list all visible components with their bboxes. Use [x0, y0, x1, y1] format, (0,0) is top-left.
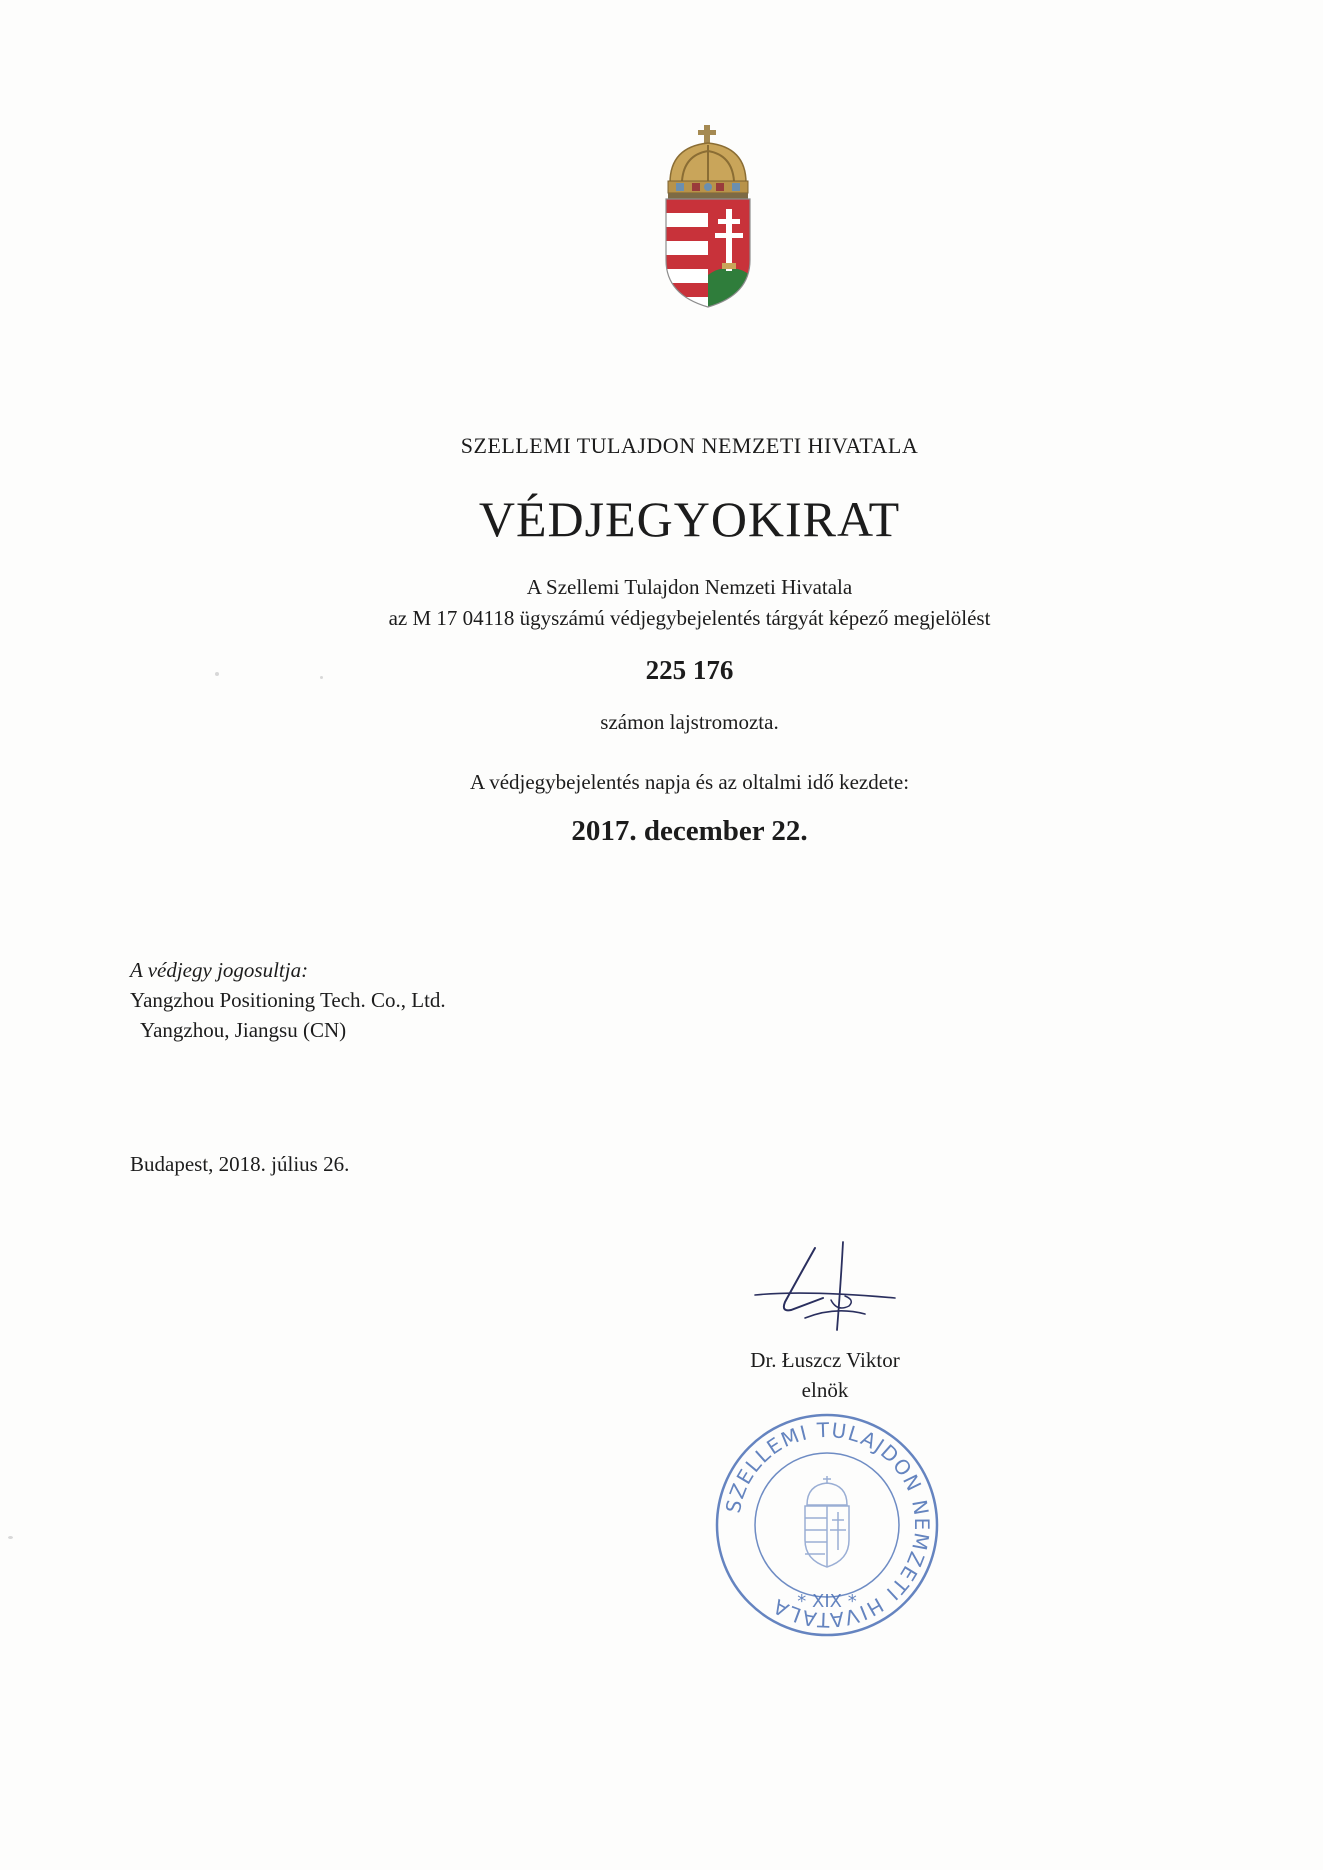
signatory-title: elnök: [801, 1378, 849, 1402]
scan-speck: [320, 676, 323, 679]
registration-number: 225 176: [645, 655, 734, 685]
intro-line-2: az M 17 04118 ügyszámú védjegybejelentés tárgyát képező megjelölést: [388, 606, 991, 630]
document-title: VÉDJEGYOKIRAT: [478, 491, 901, 547]
official-stamp-icon: [712, 1410, 942, 1640]
signature-icon: [745, 1240, 915, 1340]
issue-place-date: Budapest, 2018. július 26.: [130, 1152, 350, 1176]
registration-text: számon lajstromozta.: [600, 710, 779, 734]
coat-of-arms-icon: [662, 125, 754, 310]
owner-address: Yangzhou, Jiangsu (CN): [140, 1018, 347, 1042]
signatory-block: [690, 1345, 960, 1405]
owner-label: A védjegy jogosultja:: [130, 958, 309, 982]
filing-label: A védjegybejelentés napja és az oltalmi idő kezdete:: [469, 770, 910, 794]
stamp-bottom-text: * XIX *: [797, 1591, 857, 1612]
scan-speck: [215, 672, 219, 676]
signatory-name: Dr. Łuszcz Viktor: [750, 1348, 900, 1372]
owner-block: [130, 955, 446, 1045]
intro-line-1: A Szellemi Tulajdon Nemzeti Hivatala: [526, 575, 853, 599]
scan-speck: [8, 1536, 13, 1539]
stamp-ring-text: SZELLEMI TULAJDON NEMZETI HIVATALA: [720, 1417, 935, 1633]
filing-date: 2017. december 22.: [571, 815, 808, 847]
owner-name: Yangzhou Positioning Tech. Co., Ltd.: [130, 988, 446, 1012]
office-name: SZELLEMI TULAJDON NEMZETI HIVATALA: [460, 433, 919, 458]
